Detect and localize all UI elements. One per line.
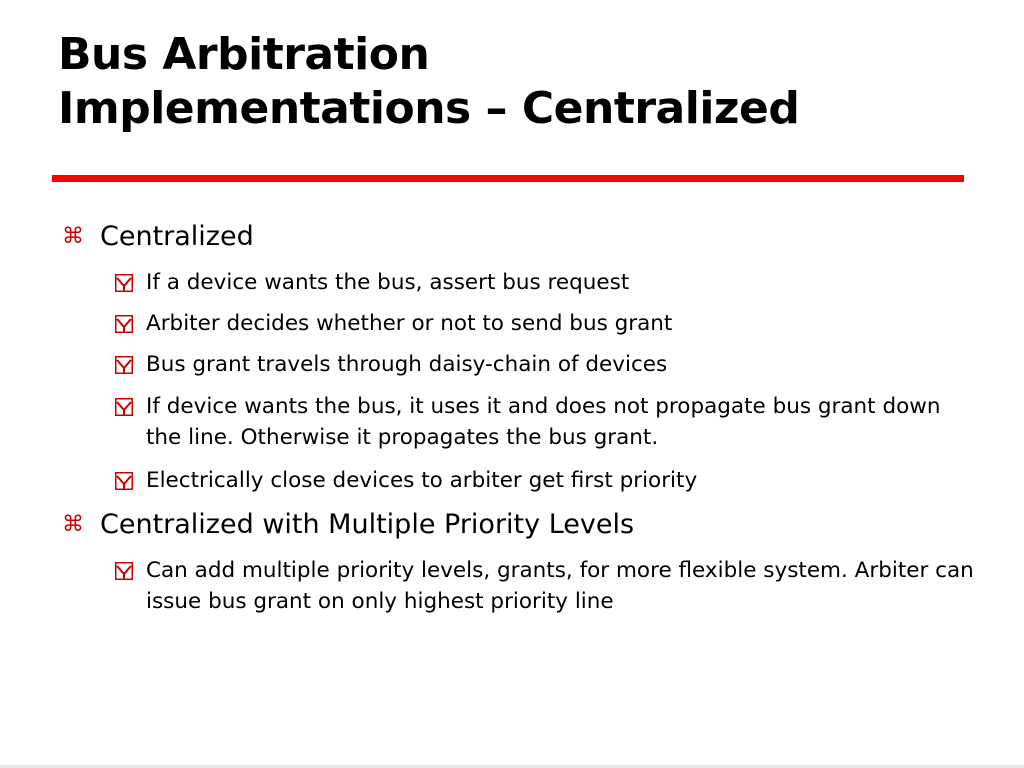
checkbox-check-icon [115, 315, 133, 333]
item-text: Electrically close devices to arbiter get first priority [146, 468, 698, 493]
title-line-2: Implementations – Centralized [58, 83, 800, 134]
list-item [115, 308, 975, 339]
section-label: Centralized [100, 221, 254, 252]
list-item [115, 349, 975, 380]
list-item [115, 267, 975, 298]
item-text: If a device wants the bus, assert bus request [146, 270, 630, 295]
section-centralized [62, 220, 254, 254]
checkbox-check-icon [115, 356, 133, 374]
checkbox-check-icon [115, 274, 133, 292]
checkbox-check-icon [115, 562, 133, 580]
section-label: Centralized with Multiple Priority Levels [100, 509, 635, 540]
item-text: Arbiter decides whether or not to send bus grant [146, 311, 673, 336]
item-text: Bus grant travels through daisy-chain of devices [146, 352, 668, 377]
list-item [115, 465, 975, 496]
item-text: Can add multiple priority levels, grants, for more flexible system. Arbiter can issue bus grant on only highest priority line [146, 558, 974, 614]
command-key-bullet-icon: ⌘ [62, 512, 84, 537]
command-key-bullet-icon: ⌘ [62, 224, 84, 249]
section-centralized-multiple-priority [62, 508, 634, 542]
list-item [115, 391, 975, 453]
list-item [115, 555, 975, 617]
slide-title [58, 28, 998, 136]
title-underline-rule [52, 175, 964, 182]
item-text: If device wants the bus, it uses it and does not propagate bus grant down the line. Otherwise it propagates the bus grant. [146, 394, 941, 450]
checkbox-check-icon [115, 472, 133, 490]
checkbox-check-icon [115, 398, 133, 416]
title-line-1: Bus Arbitration [58, 29, 430, 80]
